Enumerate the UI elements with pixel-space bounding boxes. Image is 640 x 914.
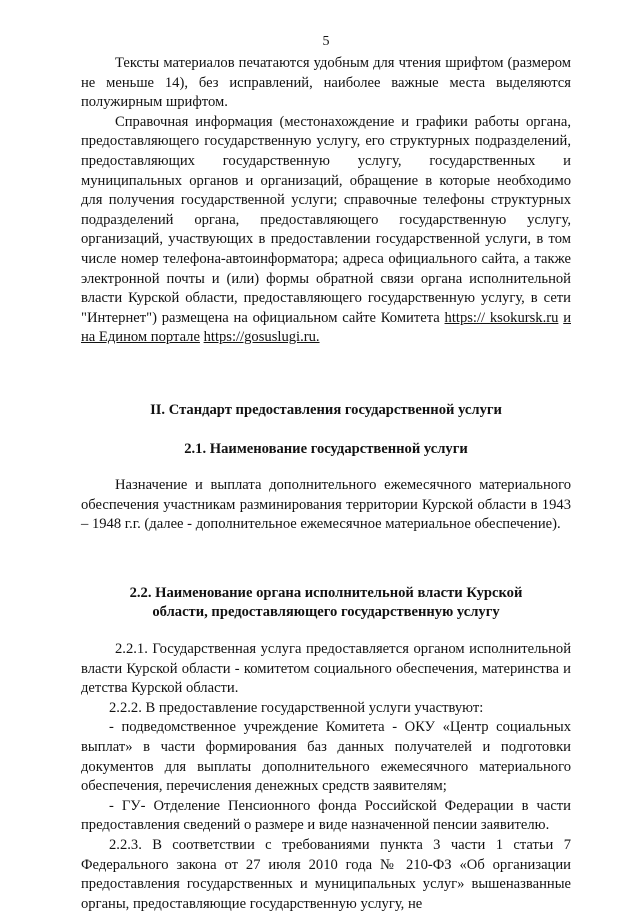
unified-portal-text: и на Едином портале — [81, 309, 571, 346]
service-name-paragraph: Назначение и выплата дополнительного ежемесячного материального обеспечения участникам разминирования территории Курской области в 1943 – 1948 г.г. (далее - дополнительное ежемесячное материальное обеспечение). — [81, 477, 571, 533]
reference-info-text: Справочная информация (местонахождение и графики работы органа, предоставляющего государственную услугу, его структурных подразделений, предоставляющих государственную услугу, государственных и муниципальных органов и организаций, обращение в которые необходимо для получения государственной услуги; справочные телефоны структурных подразделений органа, предоставляющего государственную услугу, организаций, участвующих в предоставлении государственной услуги, в том числе номер телефона-автоинформатора; адреса официального сайта, а также электронной почты и (или) формы обратной связи органа исполнительной власти Курской области, предоставляющего государственную услугу, в сети "Интернет") размещена на официальном сайте Комитета — [81, 113, 571, 326]
gosuslugi-link[interactable]: https://gosuslugi.ru. — [203, 329, 320, 346]
subsection-2-2-title-line2: области, предоставляющего государственную услугу — [152, 604, 500, 621]
paragraph-2-2-2: 2.2.2. В предоставление государственной услуги участвуют: — [109, 699, 484, 716]
page-number: 5 — [322, 34, 330, 49]
document-page — [81, 34, 571, 914]
paragraph-2-2-2-item-center: - подведомственное учреждение Комитета - ОКУ «Центр социальных выплат» в части формирования баз данных получателей и подготовки документов для выплаты дополнительного ежемесячного материального обеспечения, перечисления денежных средств заявителям; — [81, 719, 571, 795]
subsection-2-1-title: 2.1. Наименование государственной услуги — [184, 440, 468, 457]
paragraph-reference-info — [81, 113, 571, 348]
subsection-2-2-title — [81, 584, 571, 623]
ksokursk-link[interactable]: https:// ksokursk.ru — [444, 309, 559, 326]
paragraph-fonts: Тексты материалов печатаются удобным для чтения шрифтом (размером не меньше 14), без исправлений, наиболее важные места выделяются полужирным шрифтом. — [81, 55, 571, 111]
section-2-title: II. Стандарт предоставления государственной услуги — [150, 401, 502, 418]
paragraph-2-2-2-item-pension-fund: - ГУ- Отделение Пенсионного фонда Российской Федерации в части предоставления сведений о размере и виде назначенной пенсии заявителю. — [81, 797, 571, 834]
paragraph-2-2-3: 2.2.3. В соответствии с требованиями пункта 3 части 1 статьи 7 Федерального закона от 27 июля 2010 года № 210-ФЗ «Об организации предоставления государственных и муниципальных услуг» вышеназванные органы, предоставляющие государственную услугу, не — [81, 837, 571, 912]
subsection-2-2-title-line1: 2.2. Наименование органа исполнительной власти Курской — [129, 584, 523, 601]
paragraph-2-2-1: 2.2.1. Государственная услуга предоставляется органом исполнительной власти Курской области - комитетом социального обеспечения, материнства и детства Курской области. — [81, 641, 571, 697]
